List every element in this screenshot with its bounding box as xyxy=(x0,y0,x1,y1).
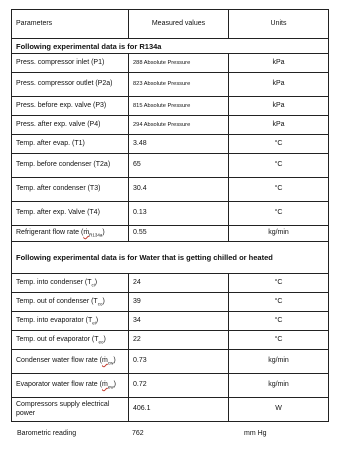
unit-cell: °C xyxy=(229,178,329,202)
unit-cell: kg/min xyxy=(229,226,329,242)
header-units: Units xyxy=(229,10,329,39)
table-row xyxy=(12,312,329,331)
param-cell xyxy=(12,312,129,331)
table-row xyxy=(12,293,329,312)
param-cell xyxy=(12,293,129,312)
subscript: co xyxy=(97,301,103,306)
unit-cell: kPa xyxy=(229,97,329,116)
value-cell: 823 Absolute Pressure xyxy=(129,73,229,97)
table-row xyxy=(12,274,329,293)
unit-cell: kg/min xyxy=(229,350,329,374)
value-cell: 0.73 xyxy=(129,350,229,374)
value-cell: 65 xyxy=(129,154,229,178)
param-text: ) xyxy=(113,381,116,389)
param-cell: Temp. after exp. Valve (T4) xyxy=(12,202,129,226)
unit-cell: kPa xyxy=(229,116,329,135)
table-row xyxy=(12,202,329,226)
table-header-row xyxy=(12,10,329,39)
table-row xyxy=(12,116,329,135)
value-cell: 0.72 xyxy=(129,374,229,398)
barometric-value: 762 xyxy=(132,430,144,437)
param-text: ) xyxy=(94,278,98,286)
param-cell xyxy=(12,274,129,293)
mass-flow-dot-m: ṁ xyxy=(101,381,108,389)
table-row xyxy=(12,331,329,350)
value-cell: 294 Absolute Pressure xyxy=(129,116,229,135)
param-cell: Temp. after condenser (T3) xyxy=(12,178,129,202)
unit-cell: °C xyxy=(229,312,329,331)
table-row xyxy=(12,178,329,202)
unit-cell: °C xyxy=(229,274,329,293)
subscript: ei xyxy=(92,320,96,325)
subscript: cw xyxy=(107,360,114,366)
table-row xyxy=(12,226,329,242)
value-cell: 24 xyxy=(129,274,229,293)
section-row-r134a xyxy=(12,39,329,54)
table-row xyxy=(12,73,329,97)
table-row xyxy=(12,350,329,374)
param-cell: Temp. before condenser (T2a) xyxy=(12,154,129,178)
param-text: Temp. out of evaporator (T xyxy=(16,335,99,343)
unit-cell: °C xyxy=(229,202,329,226)
section-row-water xyxy=(12,242,329,274)
param-cell: Press. compressor outlet (P2a) xyxy=(12,73,129,97)
barometric-unit: mm Hg xyxy=(244,430,267,437)
table-row xyxy=(12,398,329,422)
param-cell xyxy=(12,226,129,242)
unit-cell: °C xyxy=(229,293,329,312)
unit-cell: kPa xyxy=(229,73,329,97)
value-cell: 3.48 xyxy=(129,135,229,154)
mass-flow-symbol xyxy=(102,381,114,388)
value-cell: 22 xyxy=(129,331,229,350)
param-text: Refrigerant flow rate ( xyxy=(16,229,84,237)
param-cell xyxy=(12,350,129,374)
value-cell: 288 Absolute Pressure xyxy=(129,54,229,73)
subscript: eo xyxy=(98,339,104,344)
mass-flow-symbol xyxy=(101,357,116,366)
barometric-label: Barometric reading xyxy=(17,430,77,437)
param-text: Temp. into condenser (T xyxy=(16,278,92,286)
table-row xyxy=(12,154,329,178)
param-text: Temp. out of condenser (T xyxy=(16,297,98,305)
param-cell xyxy=(12,331,129,350)
value-cell: 0.55 xyxy=(129,226,229,242)
table-row xyxy=(12,97,329,116)
header-parameters: Parameters xyxy=(12,10,129,39)
value-cell: 406.1 xyxy=(129,398,229,422)
param-cell: Temp. after evap. (T1) xyxy=(12,135,129,154)
param-text: ) xyxy=(95,316,99,324)
param-cell: Compressors supply electrical power xyxy=(12,398,129,422)
unit-cell: °C xyxy=(229,331,329,350)
value-cell: 0.13 xyxy=(129,202,229,226)
param-text: ) xyxy=(103,335,106,343)
param-text: ) xyxy=(102,297,105,305)
header-measured-values: Measured values xyxy=(129,10,229,39)
subscript: ci xyxy=(91,282,95,287)
param-text: ) xyxy=(113,357,116,365)
table-row xyxy=(12,54,329,73)
table-row xyxy=(12,374,329,398)
unit-cell: °C xyxy=(229,135,329,154)
mass-flow-dot-m: ṁ xyxy=(101,357,108,365)
param-cell: Press. before exp. valve (P3) xyxy=(12,97,129,116)
param-cell: Press. after exp. valve (P4) xyxy=(12,116,129,135)
value-cell: 815 Absolute Pressure xyxy=(129,97,229,116)
section-heading-water: Following experimental data is for Water that is getting chilled or heated xyxy=(12,242,329,274)
param-text: Evaporator water flow rate ( xyxy=(16,381,102,389)
param-text: Temp. into evaporator (T xyxy=(16,316,93,324)
value-cell: 39 xyxy=(129,293,229,312)
unit-cell: °C xyxy=(229,154,329,178)
unit-cell: W xyxy=(229,398,329,422)
section-heading-r134a: Following experimental data is for R134a xyxy=(12,39,329,54)
measurement-table xyxy=(11,9,329,422)
subscript: ew xyxy=(107,384,114,390)
value-cell: 34 xyxy=(129,312,229,331)
subscript: R134a xyxy=(89,232,103,238)
value-cell: 30.4 xyxy=(129,178,229,202)
mass-flow-symbol xyxy=(83,229,105,238)
param-cell: Press. compressor inlet (P1) xyxy=(12,54,129,73)
param-text: Condenser water flow rate ( xyxy=(16,357,102,365)
unit-cell: kg/min xyxy=(229,374,329,398)
param-text: ) xyxy=(102,229,105,237)
unit-cell: kPa xyxy=(229,54,329,73)
table-row xyxy=(12,135,329,154)
param-cell xyxy=(12,374,129,398)
mass-flow-dot-m: ṁ xyxy=(83,229,90,237)
